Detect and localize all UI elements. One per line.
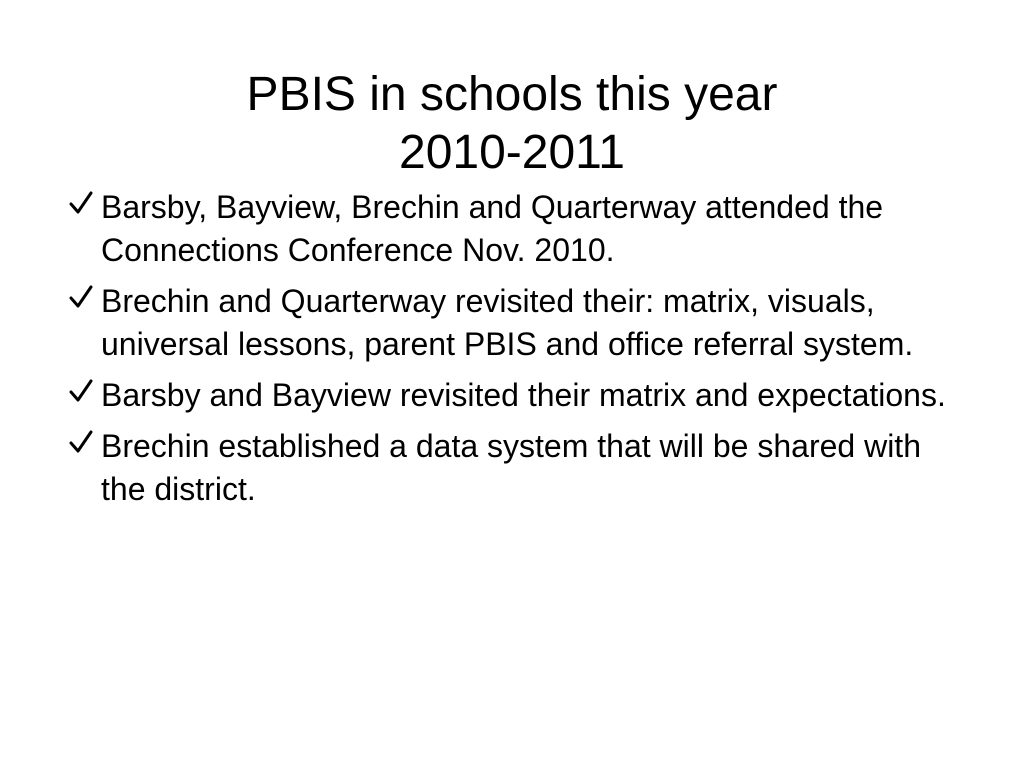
bullet-text: Barsby, Bayview, Brechin and Quarterway attended the Connections Conference Nov. 2010.	[101, 189, 884, 268]
bullet-item-2	[68, 280, 948, 366]
title-line-1: PBIS in schools this year	[246, 68, 778, 122]
checkmark-icon	[68, 427, 94, 457]
slide-title	[0, 66, 1024, 182]
bullet-text: Brechin and Quarterway revisited their: matrix, visuals, universal lessons, parent PBIS and office referral system.	[101, 283, 914, 362]
checkmark-icon	[68, 282, 94, 312]
checkmark-icon	[68, 376, 94, 406]
checkmark-icon	[68, 188, 94, 218]
bullet-item-3	[68, 374, 948, 417]
bullet-item-1	[68, 186, 948, 272]
bullet-item-4	[68, 425, 948, 511]
bullet-list	[68, 186, 948, 519]
bullet-text: Barsby and Bayview revisited their matrix and expectations.	[101, 377, 946, 413]
title-line-2: 2010-2011	[399, 126, 625, 180]
bullet-text: Brechin established a data system that will be shared with the district.	[101, 428, 921, 507]
